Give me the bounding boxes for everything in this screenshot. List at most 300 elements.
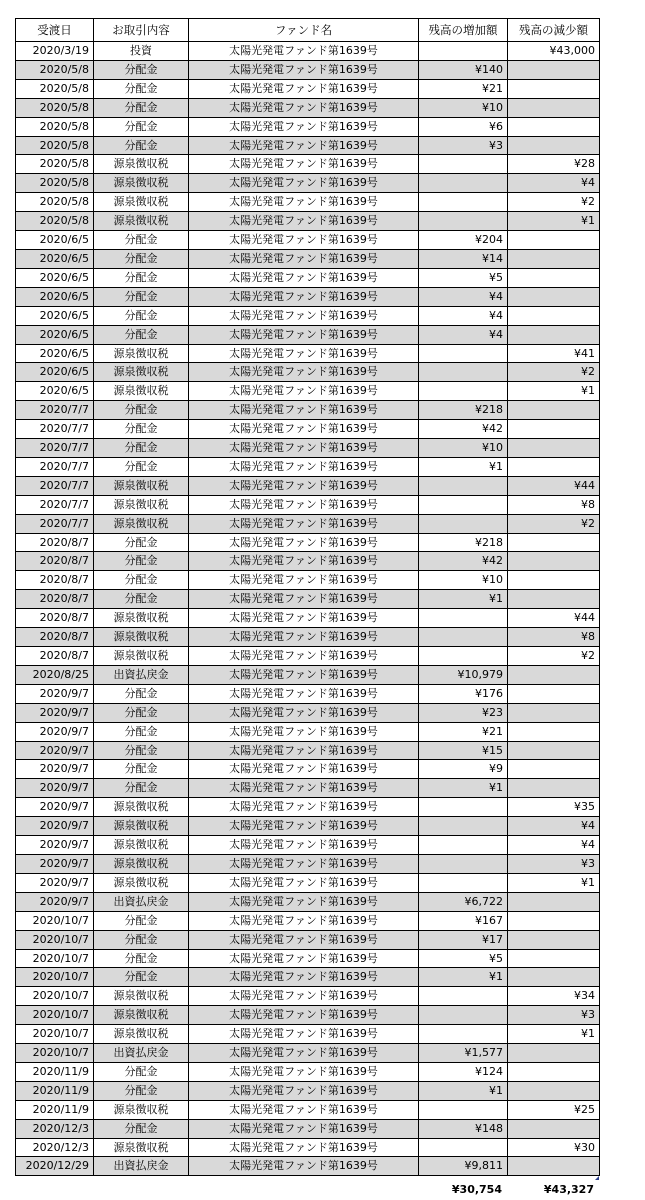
cell-transaction-type: 分配金 (94, 98, 189, 117)
table-row (16, 457, 600, 476)
cell-transaction-type: 分配金 (94, 590, 189, 609)
cell-balance-decrease (508, 457, 600, 476)
cell-transaction-type: 源泉徴収税 (94, 628, 189, 647)
table-row (16, 1025, 600, 1044)
cell-balance-increase: ¥124 (419, 1062, 508, 1081)
cell-fund-name: 太陽光発電ファンド第1639号 (189, 155, 419, 174)
cell-date: 2020/6/5 (16, 268, 94, 287)
cell-transaction-type: 出資払戻金 (94, 892, 189, 911)
cell-date: 2020/8/7 (16, 628, 94, 647)
cell-transaction-type: 分配金 (94, 533, 189, 552)
table-row (16, 1157, 600, 1176)
cell-transaction-type: 源泉徴収税 (94, 212, 189, 231)
cell-transaction-type: 分配金 (94, 136, 189, 155)
cell-transaction-type: 分配金 (94, 1081, 189, 1100)
cell-fund-name: 太陽光発電ファンド第1639号 (189, 1025, 419, 1044)
cell-fund-name: 太陽光発電ファンド第1639号 (189, 401, 419, 420)
cell-balance-decrease: ¥4 (508, 817, 600, 836)
cell-balance-decrease: ¥2 (508, 363, 600, 382)
cell-balance-increase: ¥42 (419, 552, 508, 571)
cell-date: 2020/12/3 (16, 1119, 94, 1138)
cell-fund-name: 太陽光発電ファンド第1639号 (189, 817, 419, 836)
cell-balance-increase (419, 873, 508, 892)
cell-balance-increase: ¥4 (419, 287, 508, 306)
cell-balance-increase: ¥1,577 (419, 1044, 508, 1063)
table-row (16, 420, 600, 439)
header-date: 受渡日 (16, 19, 94, 42)
table-row (16, 911, 600, 930)
cell-fund-name: 太陽光発電ファンド第1639号 (189, 306, 419, 325)
cell-balance-increase: ¥42 (419, 420, 508, 439)
cell-balance-increase (419, 363, 508, 382)
cell-balance-decrease (508, 684, 600, 703)
cell-fund-name: 太陽光発電ファンド第1639号 (189, 495, 419, 514)
cell-fund-name: 太陽光発電ファンド第1639号 (189, 779, 419, 798)
table-row (16, 306, 600, 325)
cell-fund-name: 太陽光発電ファンド第1639号 (189, 231, 419, 250)
table-row (16, 741, 600, 760)
cell-fund-name: 太陽光発電ファンド第1639号 (189, 193, 419, 212)
header-transaction-type: お取引内容 (94, 19, 189, 42)
cell-date: 2020/6/5 (16, 363, 94, 382)
table-row (16, 892, 600, 911)
cell-balance-increase: ¥17 (419, 930, 508, 949)
table-row (16, 609, 600, 628)
cell-fund-name: 太陽光発電ファンド第1639号 (189, 1138, 419, 1157)
cell-transaction-type: 源泉徴収税 (94, 836, 189, 855)
cell-balance-decrease: ¥2 (508, 514, 600, 533)
cell-balance-decrease (508, 60, 600, 79)
cell-date: 2020/6/5 (16, 287, 94, 306)
cell-fund-name: 太陽光発電ファンド第1639号 (189, 1006, 419, 1025)
cell-balance-decrease (508, 420, 600, 439)
cell-balance-increase: ¥4 (419, 325, 508, 344)
table-row (16, 117, 600, 136)
cell-date: 2020/6/5 (16, 344, 94, 363)
cell-balance-increase (419, 628, 508, 647)
cell-transaction-type: 分配金 (94, 249, 189, 268)
selection-handle-icon (595, 1176, 599, 1180)
table-row (16, 514, 600, 533)
cell-fund-name: 太陽光発電ファンド第1639号 (189, 382, 419, 401)
cell-balance-increase: ¥148 (419, 1119, 508, 1138)
cell-date: 2020/6/5 (16, 325, 94, 344)
cell-balance-increase: ¥1 (419, 1081, 508, 1100)
cell-fund-name: 太陽光発電ファンド第1639号 (189, 741, 419, 760)
table-row (16, 476, 600, 495)
cell-date: 2020/10/7 (16, 1006, 94, 1025)
cell-balance-increase: ¥218 (419, 533, 508, 552)
cell-balance-decrease (508, 98, 600, 117)
cell-transaction-type: 分配金 (94, 60, 189, 79)
cell-transaction-type: 分配金 (94, 722, 189, 741)
table-row (16, 798, 600, 817)
cell-balance-increase: ¥10 (419, 98, 508, 117)
cell-transaction-type: 源泉徴収税 (94, 873, 189, 892)
cell-transaction-type: 分配金 (94, 117, 189, 136)
cell-balance-increase: ¥3 (419, 136, 508, 155)
table-row (16, 987, 600, 1006)
cell-balance-increase: ¥1 (419, 779, 508, 798)
table-row (16, 722, 600, 741)
cell-balance-decrease (508, 968, 600, 987)
cell-transaction-type: 分配金 (94, 439, 189, 458)
cell-date: 2020/8/7 (16, 533, 94, 552)
cell-fund-name: 太陽光発電ファンド第1639号 (189, 628, 419, 647)
cell-date: 2020/8/25 (16, 665, 94, 684)
cell-balance-increase (419, 1100, 508, 1119)
table-row (16, 382, 600, 401)
cell-fund-name: 太陽光発電ファンド第1639号 (189, 136, 419, 155)
cell-fund-name: 太陽光発電ファンド第1639号 (189, 79, 419, 98)
cell-date: 2020/7/7 (16, 495, 94, 514)
cell-balance-increase (419, 1006, 508, 1025)
cell-date: 2020/5/8 (16, 155, 94, 174)
cell-fund-name: 太陽光発電ファンド第1639号 (189, 665, 419, 684)
cell-fund-name: 太陽光発電ファンド第1639号 (189, 1157, 419, 1176)
cell-transaction-type: 源泉徴収税 (94, 514, 189, 533)
cell-fund-name: 太陽光発電ファンド第1639号 (189, 344, 419, 363)
cell-transaction-type: 分配金 (94, 703, 189, 722)
table-row (16, 760, 600, 779)
cell-transaction-type: 源泉徴収税 (94, 174, 189, 193)
cell-transaction-type: 源泉徴収税 (94, 1100, 189, 1119)
cell-transaction-type: 分配金 (94, 401, 189, 420)
cell-transaction-type: 源泉徴収税 (94, 363, 189, 382)
cell-date: 2020/5/8 (16, 117, 94, 136)
cell-transaction-type: 分配金 (94, 79, 189, 98)
cell-date: 2020/10/7 (16, 968, 94, 987)
table-row (16, 287, 600, 306)
cell-date: 2020/12/3 (16, 1138, 94, 1157)
cell-transaction-type: 源泉徴収税 (94, 155, 189, 174)
cell-date: 2020/5/8 (16, 193, 94, 212)
cell-balance-decrease (508, 892, 600, 911)
cell-date: 2020/10/7 (16, 911, 94, 930)
cell-transaction-type: 源泉徴収税 (94, 854, 189, 873)
cell-transaction-type: 分配金 (94, 968, 189, 987)
table-row (16, 249, 600, 268)
cell-fund-name: 太陽光発電ファンド第1639号 (189, 684, 419, 703)
table-row (16, 193, 600, 212)
cell-fund-name: 太陽光発電ファンド第1639号 (189, 60, 419, 79)
header-balance-decrease: 残高の減少額 (508, 19, 600, 42)
cell-date: 2020/7/7 (16, 476, 94, 495)
cell-balance-increase (419, 817, 508, 836)
cell-transaction-type: 源泉徴収税 (94, 1138, 189, 1157)
cell-transaction-type: 分配金 (94, 779, 189, 798)
cell-balance-increase (419, 798, 508, 817)
cell-transaction-type: 分配金 (94, 420, 189, 439)
cell-transaction-type: 分配金 (94, 287, 189, 306)
cell-fund-name: 太陽光発電ファンド第1639号 (189, 1062, 419, 1081)
cell-transaction-type: 源泉徴収税 (94, 476, 189, 495)
cell-date: 2020/8/7 (16, 552, 94, 571)
table-row (16, 231, 600, 250)
cell-balance-decrease: ¥41 (508, 344, 600, 363)
cell-transaction-type: 源泉徴収税 (94, 1025, 189, 1044)
cell-fund-name: 太陽光発電ファンド第1639号 (189, 703, 419, 722)
cell-date: 2020/5/8 (16, 136, 94, 155)
cell-fund-name: 太陽光発電ファンド第1639号 (189, 249, 419, 268)
cell-fund-name: 太陽光発電ファンド第1639号 (189, 1119, 419, 1138)
cell-balance-decrease (508, 722, 600, 741)
cell-transaction-type: 分配金 (94, 949, 189, 968)
cell-balance-decrease (508, 1081, 600, 1100)
cell-fund-name: 太陽光発電ファンド第1639号 (189, 647, 419, 666)
transaction-table (15, 18, 600, 1176)
cell-balance-decrease (508, 306, 600, 325)
cell-date: 2020/9/7 (16, 836, 94, 855)
cell-fund-name: 太陽光発電ファンド第1639号 (189, 571, 419, 590)
cell-fund-name: 太陽光発電ファンド第1639号 (189, 1100, 419, 1119)
cell-transaction-type: 源泉徴収税 (94, 382, 189, 401)
cell-balance-decrease: ¥35 (508, 798, 600, 817)
table-row (16, 1081, 600, 1100)
header-balance-increase: 残高の増加額 (419, 19, 508, 42)
cell-date: 2020/9/7 (16, 798, 94, 817)
cell-transaction-type: 分配金 (94, 306, 189, 325)
cell-balance-increase (419, 212, 508, 231)
cell-fund-name: 太陽光発電ファンド第1639号 (189, 590, 419, 609)
cell-transaction-type: 出資払戻金 (94, 1044, 189, 1063)
cell-date: 2020/6/5 (16, 231, 94, 250)
table-row (16, 495, 600, 514)
table-row (16, 212, 600, 231)
table-body (16, 42, 600, 1176)
table-row (16, 854, 600, 873)
cell-balance-increase (419, 514, 508, 533)
cell-balance-decrease: ¥1 (508, 382, 600, 401)
cell-fund-name: 太陽光発電ファンド第1639号 (189, 533, 419, 552)
table-row (16, 439, 600, 458)
cell-fund-name: 太陽光発電ファンド第1639号 (189, 268, 419, 287)
cell-transaction-type: 分配金 (94, 911, 189, 930)
cell-fund-name: 太陽光発電ファンド第1639号 (189, 987, 419, 1006)
cell-date: 2020/9/7 (16, 703, 94, 722)
cell-balance-decrease (508, 930, 600, 949)
cell-transaction-type: 源泉徴収税 (94, 798, 189, 817)
table-row (16, 590, 600, 609)
cell-transaction-type: 分配金 (94, 1119, 189, 1138)
table-row (16, 268, 600, 287)
cell-balance-decrease: ¥3 (508, 854, 600, 873)
cell-date: 2020/10/7 (16, 930, 94, 949)
cell-balance-increase: ¥5 (419, 949, 508, 968)
cell-date: 2020/7/7 (16, 439, 94, 458)
cell-balance-decrease (508, 231, 600, 250)
cell-balance-decrease (508, 117, 600, 136)
cell-balance-decrease: ¥28 (508, 155, 600, 174)
cell-balance-decrease: ¥4 (508, 836, 600, 855)
cell-date: 2020/7/7 (16, 457, 94, 476)
cell-date: 2020/5/8 (16, 212, 94, 231)
cell-date: 2020/6/5 (16, 249, 94, 268)
cell-balance-decrease (508, 665, 600, 684)
table-row (16, 401, 600, 420)
cell-transaction-type: 分配金 (94, 1062, 189, 1081)
cell-balance-decrease (508, 779, 600, 798)
table-row (16, 684, 600, 703)
cell-date: 2020/8/7 (16, 609, 94, 628)
cell-date: 2020/10/7 (16, 949, 94, 968)
cell-fund-name: 太陽光発電ファンド第1639号 (189, 212, 419, 231)
cell-transaction-type: 源泉徴収税 (94, 609, 189, 628)
cell-balance-decrease (508, 741, 600, 760)
cell-transaction-type: 源泉徴収税 (94, 193, 189, 212)
cell-fund-name: 太陽光発電ファンド第1639号 (189, 98, 419, 117)
table-row (16, 665, 600, 684)
cell-fund-name: 太陽光発電ファンド第1639号 (189, 363, 419, 382)
cell-balance-decrease: ¥44 (508, 476, 600, 495)
cell-balance-increase: ¥15 (419, 741, 508, 760)
cell-balance-increase: ¥21 (419, 79, 508, 98)
cell-balance-increase: ¥5 (419, 268, 508, 287)
cell-balance-increase (419, 193, 508, 212)
cell-balance-decrease: ¥4 (508, 174, 600, 193)
cell-date: 2020/9/7 (16, 741, 94, 760)
table-row (16, 873, 600, 892)
cell-fund-name: 太陽光発電ファンド第1639号 (189, 552, 419, 571)
cell-fund-name: 太陽光発電ファンド第1639号 (189, 854, 419, 873)
total-decrease: ¥43,327 (543, 1183, 594, 1196)
cell-balance-decrease (508, 571, 600, 590)
table-row (16, 779, 600, 798)
table-row (16, 968, 600, 987)
cell-date: 2020/3/19 (16, 42, 94, 61)
cell-transaction-type: 源泉徴収税 (94, 495, 189, 514)
cell-balance-decrease: ¥1 (508, 873, 600, 892)
cell-fund-name: 太陽光発電ファンド第1639号 (189, 760, 419, 779)
cell-transaction-type: 分配金 (94, 325, 189, 344)
cell-balance-decrease (508, 1062, 600, 1081)
cell-balance-increase: ¥1 (419, 590, 508, 609)
table-row (16, 1138, 600, 1157)
cell-date: 2020/8/7 (16, 590, 94, 609)
cell-date: 2020/7/7 (16, 420, 94, 439)
cell-fund-name: 太陽光発電ファンド第1639号 (189, 117, 419, 136)
cell-balance-increase: ¥204 (419, 231, 508, 250)
cell-transaction-type: 源泉徴収税 (94, 817, 189, 836)
cell-balance-increase (419, 495, 508, 514)
cell-balance-decrease (508, 401, 600, 420)
cell-balance-decrease (508, 1157, 600, 1176)
table-row (16, 1119, 600, 1138)
cell-date: 2020/7/7 (16, 514, 94, 533)
table-row (16, 79, 600, 98)
cell-balance-decrease: ¥1 (508, 212, 600, 231)
cell-transaction-type: 源泉徴収税 (94, 1006, 189, 1025)
cell-balance-decrease: ¥30 (508, 1138, 600, 1157)
cell-balance-increase (419, 854, 508, 873)
cell-balance-decrease (508, 249, 600, 268)
table-row (16, 930, 600, 949)
cell-balance-increase (419, 174, 508, 193)
cell-balance-increase: ¥167 (419, 911, 508, 930)
cell-balance-increase: ¥10 (419, 439, 508, 458)
table-row (16, 344, 600, 363)
table-row (16, 60, 600, 79)
cell-date: 2020/9/7 (16, 779, 94, 798)
cell-balance-increase (419, 1138, 508, 1157)
cell-balance-decrease (508, 911, 600, 930)
cell-balance-decrease (508, 79, 600, 98)
header-row (16, 19, 600, 42)
table-row (16, 1100, 600, 1119)
cell-fund-name: 太陽光発電ファンド第1639号 (189, 930, 419, 949)
cell-date: 2020/5/8 (16, 174, 94, 193)
cell-transaction-type: 分配金 (94, 231, 189, 250)
ledger-sheet (15, 18, 600, 1176)
table-row (16, 42, 600, 61)
table-row (16, 136, 600, 155)
cell-date: 2020/9/7 (16, 873, 94, 892)
table-row (16, 363, 600, 382)
cell-balance-decrease: ¥2 (508, 193, 600, 212)
cell-balance-increase: ¥1 (419, 968, 508, 987)
cell-balance-increase: ¥6 (419, 117, 508, 136)
table-row (16, 1006, 600, 1025)
cell-date: 2020/12/29 (16, 1157, 94, 1176)
cell-transaction-type: 分配金 (94, 552, 189, 571)
cell-fund-name: 太陽光発電ファンド第1639号 (189, 420, 419, 439)
cell-balance-increase: ¥21 (419, 722, 508, 741)
cell-balance-decrease (508, 1119, 600, 1138)
cell-balance-decrease: ¥3 (508, 1006, 600, 1025)
cell-date: 2020/8/7 (16, 647, 94, 666)
cell-date: 2020/11/9 (16, 1081, 94, 1100)
table-row (16, 155, 600, 174)
cell-fund-name: 太陽光発電ファンド第1639号 (189, 968, 419, 987)
cell-fund-name: 太陽光発電ファンド第1639号 (189, 1044, 419, 1063)
cell-fund-name: 太陽光発電ファンド第1639号 (189, 1081, 419, 1100)
cell-transaction-type: 分配金 (94, 457, 189, 476)
cell-date: 2020/7/7 (16, 401, 94, 420)
table-row (16, 703, 600, 722)
cell-balance-increase: ¥140 (419, 60, 508, 79)
cell-date: 2020/5/8 (16, 60, 94, 79)
table-row (16, 325, 600, 344)
cell-balance-increase: ¥9,811 (419, 1157, 508, 1176)
cell-balance-increase: ¥10 (419, 571, 508, 590)
cell-date: 2020/6/5 (16, 382, 94, 401)
cell-fund-name: 太陽光発電ファンド第1639号 (189, 722, 419, 741)
cell-balance-increase: ¥6,722 (419, 892, 508, 911)
cell-date: 2020/9/7 (16, 854, 94, 873)
table-row (16, 647, 600, 666)
cell-date: 2020/9/7 (16, 817, 94, 836)
cell-balance-decrease (508, 268, 600, 287)
cell-balance-decrease (508, 533, 600, 552)
table-row (16, 628, 600, 647)
cell-fund-name: 太陽光発電ファンド第1639号 (189, 798, 419, 817)
cell-balance-decrease: ¥34 (508, 987, 600, 1006)
table-row (16, 533, 600, 552)
cell-balance-increase (419, 647, 508, 666)
cell-transaction-type: 分配金 (94, 684, 189, 703)
table-row (16, 949, 600, 968)
cell-balance-increase: ¥1 (419, 457, 508, 476)
cell-balance-decrease: ¥2 (508, 647, 600, 666)
cell-date: 2020/11/9 (16, 1062, 94, 1081)
cell-date: 2020/10/7 (16, 1025, 94, 1044)
cell-balance-decrease: ¥25 (508, 1100, 600, 1119)
table-row (16, 571, 600, 590)
table-row (16, 1044, 600, 1063)
cell-fund-name: 太陽光発電ファンド第1639号 (189, 514, 419, 533)
cell-fund-name: 太陽光発電ファンド第1639号 (189, 873, 419, 892)
cell-balance-decrease: ¥44 (508, 609, 600, 628)
